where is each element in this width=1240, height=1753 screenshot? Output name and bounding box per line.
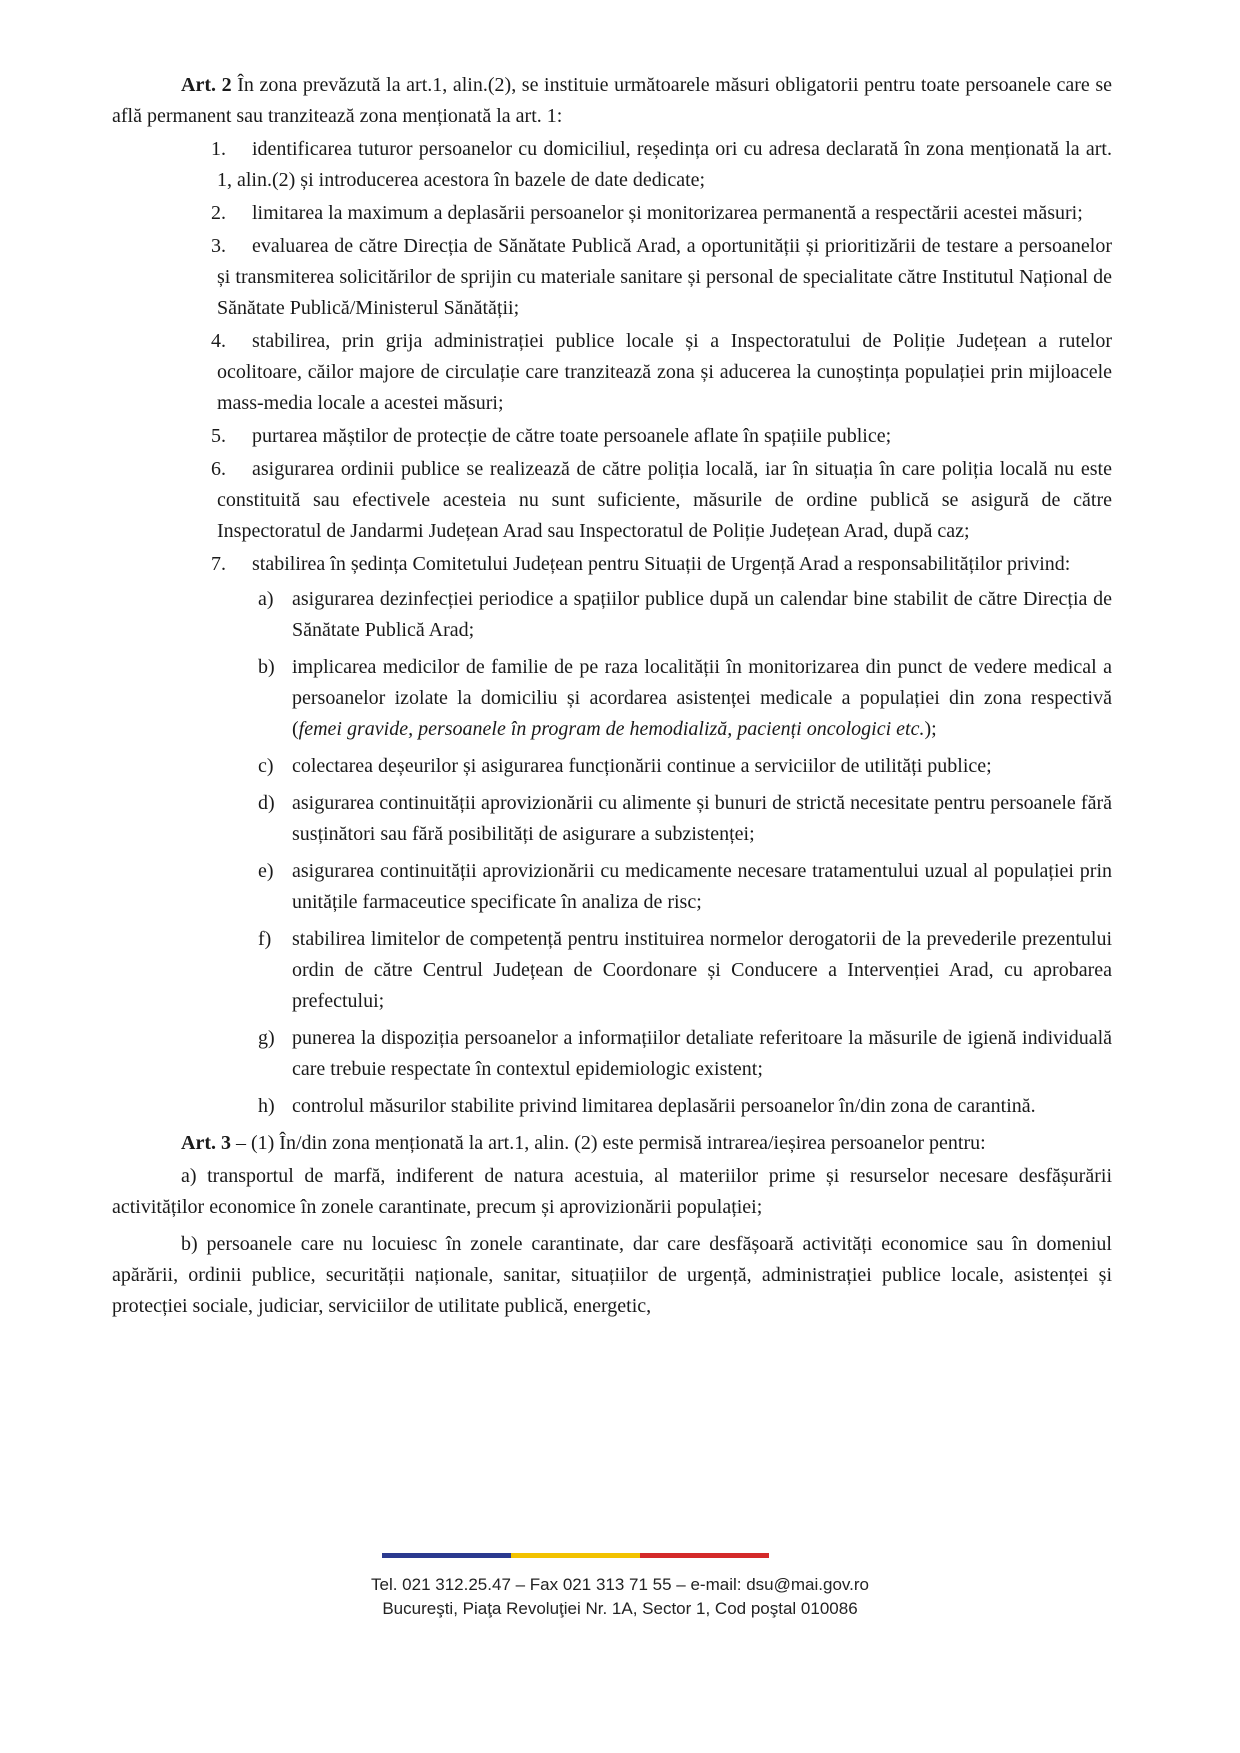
- list-item: 1. identificarea tuturor persoanelor cu domiciliul, reședința ori cu adresa declarată în zona menționată la art. 1, alin.(2) și introducerea acestora în bazele de date dedicate;: [112, 134, 1112, 196]
- item-text: identificarea tuturor persoanelor cu domiciliul, reședința ori cu adresa declarată în zona menționată la art. 1, alin.(2) și introducerea acestora în bazele de date dedicate;: [217, 138, 1112, 191]
- item-text: stabilirea în ședința Comitetului Județean pentru Situații de Urgență Arad a responsabilităților privind:: [252, 553, 1071, 575]
- list-item: 7. stabilirea în ședința Comitetului Județean pentru Situații de Urgență Arad a responsabilităților privind: a) asigurarea dezinfecției periodice a spațiilor publice după un calendar bine stabilit de către Direcția de Sănătate Publică Arad; b) implicarea medicilor de familie de pe raza localității în monitorizarea din punct de vedere medical a persoanelor izolate la domiciliu și acordarea asistenței medicale a populației din zona respectivă (femei gravide, persoanele în program de hemodializă, pacienți oncologici etc.); c) colectarea deșeurilor și asigurarea funcționării continue a serviciilor de utilități publice; d) asigurarea continuității aprovizionării cu alimente și bunuri de strictă necesitate pentru persoanele fără susținători sau fără posibilități de asigurare a subzistenței; e) asigurarea continuității aprovizionării cu medicamente necesare tratamentului uzual al populației prin unitățile farmaceutice specificate în analiza de risc; f) stabilirea limitelor de competență pentru instituirea normelor derogatorii de la prevederile prezentului ordin de către Centrul Județean de Coordonare și Conducere a Intervenției Arad, cu aprobarea prefectului; g) punerea la dispoziția persoanelor a informațiilor detaliate referitoare la măsurile de igienă individuală care trebuie respectate în contextul epidemiologic existent; h) controlul măsurilor stabilite privind limitarea deplasării persoanelor în/din zona de carantină.: [112, 549, 1112, 1122]
- art2-intro-text: În zona prevăzută la art.1, alin.(2), se instituie următoarele măsuri obligatorii pentru toate persoanele care se află permanent sau tranzitează zona menționată la art. 1:: [112, 74, 1112, 127]
- art2-intro: [112, 70, 1112, 132]
- item-text-end: );: [924, 718, 937, 740]
- list-item: 3. evaluarea de către Direcția de Sănătate Publică Arad, a oportunității și prioritizării de testare a persoanelor și transmiterea solicitărilor de sprijin cu materiale sanitare și personal de specialitate către Institutul Național de Sănătate Publică/Ministerul Sănătății;: [112, 231, 1112, 324]
- item-text: asigurarea continuității aprovizionării cu medicamente necesare tratamentului uzual al populației prin unitățile farmaceutice specificate în analiza de risc;: [292, 860, 1112, 913]
- art3-intro: [112, 1128, 1112, 1159]
- footer-contact: Tel. 021 312.25.47 – Fax 021 313 71 55 – e-mail: dsu@mai.gov.ro: [371, 1575, 869, 1594]
- item-text: purtarea măștilor de protecție de către toate persoanele aflate în spațiile publice;: [252, 425, 892, 447]
- list-item: f) stabilirea limitelor de competență pentru instituirea normelor derogatorii de la prevederile prezentului ordin de către Centrul Județean de Coordonare și Conducere a Intervenției Arad, cu aprobarea prefectului;: [258, 928, 1112, 1012]
- list-item: 2. limitarea la maximum a deplasării persoanelor și monitorizarea permanentă a respectării acestei măsuri;: [112, 198, 1112, 229]
- tricolor-blue: [382, 1553, 511, 1558]
- tricolor-bar: [382, 1553, 769, 1558]
- art3-heading: Art. 3: [181, 1132, 231, 1154]
- list-item: h) controlul măsurilor stabilite privind limitarea deplasării persoanelor în/din zona de carantină.: [258, 1095, 1036, 1117]
- item-text: stabilirea limitelor de competență pentru instituirea normelor derogatorii de la prevederile prezentului ordin de către Centrul Județean de Coordonare și Conducere a Intervenției Arad, cu aprobarea prefectului;: [292, 928, 1112, 1012]
- art3-para-a: a) transportul de marfă, indiferent de natura acestuia, al materiilor prime și resurselor necesare desfășurării activităților economice în zonele carantinate, precum și aprovizionării populației;: [112, 1165, 1112, 1218]
- list-item: a) asigurarea dezinfecției periodice a spațiilor publice după un calendar bine stabilit de către Direcția de Sănătate Publică Arad;: [258, 588, 1112, 641]
- art3-intro-text: – (1) În/din zona menționată la art.1, alin. (2) este permisă intrarea/ieșirea persoanelor pentru:: [230, 1132, 986, 1154]
- item-text: evaluarea de către Direcția de Sănătate Publică Arad, a oportunității și prioritizării de testare a persoanelor și transmiterea solicitărilor de sprijin cu materiale sanitare și personal de specialitate către Institutul Național de Sănătate Publică/Ministerul Sănătății;: [217, 235, 1112, 319]
- art2-heading: Art. 2: [181, 74, 232, 96]
- page-footer: [0, 1573, 1240, 1621]
- list-item: 4. stabilirea, prin grija administrației publice locale și a Inspectoratului de Poliție Județean a rutelor ocolitoare, căilor majore de circulație care tranzitează zona și aducerea la cunoștința populației prin mijloacele mass-media locale a acestei măsuri;: [112, 326, 1112, 419]
- item-text: punerea la dispoziția persoanelor a informațiilor detaliate referitoare la măsurile de igienă individuală care trebuie respectate în contextul epidemiologic existent;: [292, 1027, 1112, 1080]
- list-item: g) punerea la dispoziția persoanelor a informațiilor detaliate referitoare la măsurile de igienă individuală care trebuie respectate în contextul epidemiologic existent;: [258, 1027, 1112, 1080]
- list-item: 6. asigurarea ordinii publice se realizează de către poliția locală, iar în situația în care poliția locală nu este constituită sau efectivele acesteia nu sunt suficiente, măsurile de ordine publică se asigură de către Inspectoratul de Jandarmi Județean Arad sau Inspectoratul de Poliție Județean Arad, după caz;: [112, 454, 1112, 547]
- art2-numbered-list: [112, 134, 1112, 1122]
- list-item: d) asigurarea continuității aprovizionării cu alimente și bunuri de strictă necesitate pentru persoanele fără susținători sau fără posibilități de asigurare a subzistenței;: [258, 792, 1112, 845]
- tricolor-red: [640, 1553, 769, 1558]
- list-item: e) asigurarea continuității aprovizionării cu medicamente necesare tratamentului uzual al populației prin unitățile farmaceutice specificate în analiza de risc;: [258, 860, 1112, 913]
- art3-para-b: b) persoanele care nu locuiesc în zonele carantinate, dar care desfășoară activități economice sau în domeniul apărării, ordinii publice, securității naționale, sanitar, situațiilor de urgență, administrației publice locale, asistenței și protecției sociale, judiciar, serviciilor de utilitate publică, energetic,: [112, 1233, 1112, 1317]
- list-item: 5. purtarea măștilor de protecție de către toate persoanele aflate în spațiile publice;: [112, 421, 1112, 452]
- document-body: [112, 70, 1112, 1328]
- item-italic-text: femei gravide, persoanele în program de hemodializă, pacienți oncologici etc.: [298, 718, 925, 740]
- list-item: c) colectarea deșeurilor și asigurarea funcționării continue a serviciilor de utilități publice;: [258, 755, 992, 777]
- item-text: limitarea la maximum a deplasării persoanelor și monitorizarea permanentă a respectării acestei măsuri;: [252, 202, 1083, 224]
- item-text: controlul măsurilor stabilite privind limitarea deplasării persoanelor în/din zona de carantină.: [292, 1095, 1036, 1117]
- tricolor-yellow: [511, 1553, 640, 1558]
- item-text: asigurarea continuității aprovizionării cu alimente și bunuri de strictă necesitate pentru persoanele fără susținători sau fără posibilități de asigurare a subzistenței;: [292, 792, 1112, 845]
- art2-lettered-list: [112, 584, 1112, 1122]
- item-text: stabilirea, prin grija administrației publice locale și a Inspectoratului de Poliție Județean a rutelor ocolitoare, căilor majore de circulație care tranzitează zona și aducerea la cunoștința populației prin mijloacele mass-media locale a acestei măsuri;: [217, 330, 1112, 414]
- footer-address: Bucureşti, Piaţa Revoluţiei Nr. 1A, Sector 1, Cod poştal 010086: [382, 1599, 858, 1618]
- item-text: asigurarea ordinii publice se realizează de către poliția locală, iar în situația în care poliția locală nu este constituită sau efectivele acesteia nu sunt suficiente, măsurile de ordine publică se asigură de către Inspectoratul de Jandarmi Județean Arad sau Inspectoratul de Poliție Județean Arad, după caz;: [217, 458, 1112, 542]
- list-item: b) implicarea medicilor de familie de pe raza localității în monitorizarea din punct de vedere medical a persoanelor izolate la domiciliu și acordarea asistenței medicale a populației din zona respectivă (femei gravide, persoanele în program de hemodializă, pacienți oncologici etc.);: [258, 656, 1112, 740]
- item-text: implicarea medicilor de familie de pe raza localității în monitorizarea din punct de vedere medical a persoanelor izolate la domiciliu și acordarea asistenței medicale a populației din zona respectivă (: [292, 656, 1112, 740]
- item-text: colectarea deșeurilor și asigurarea funcționării continue a serviciilor de utilități publice;: [292, 755, 992, 777]
- item-text: asigurarea dezinfecției periodice a spațiilor publice după un calendar bine stabilit de către Direcția de Sănătate Publică Arad;: [292, 588, 1112, 641]
